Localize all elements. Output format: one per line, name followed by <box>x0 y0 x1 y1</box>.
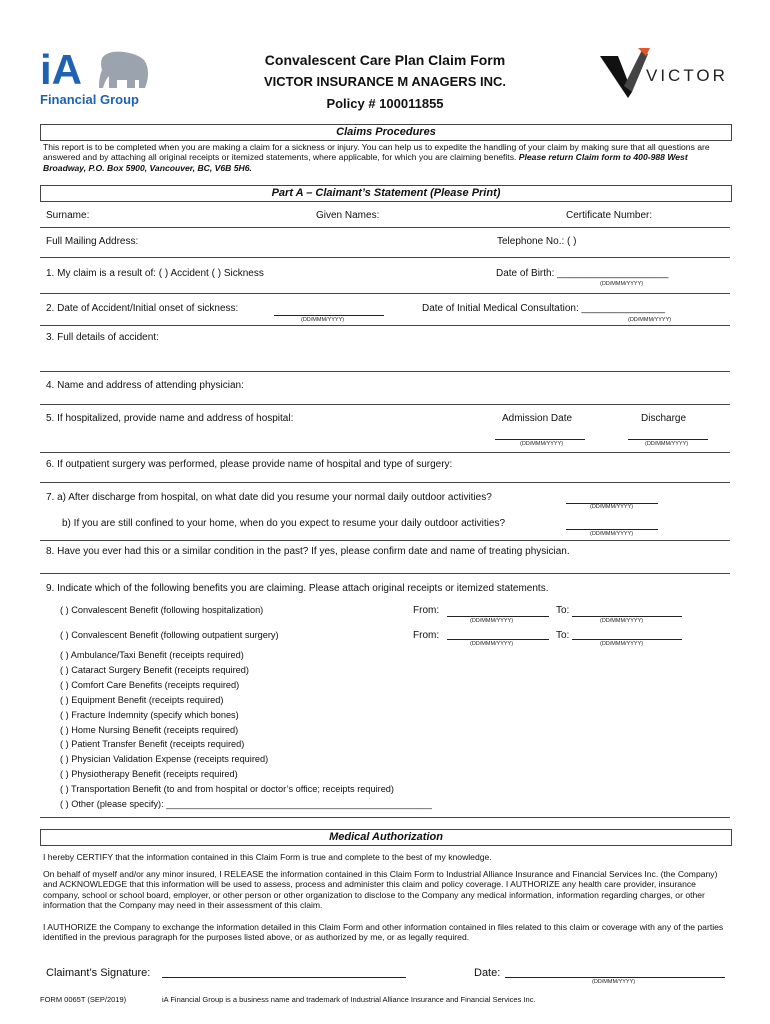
dob-date-format: (DD/MMM/YYYY) <box>600 281 644 287</box>
q9-benefits: 9. Indicate which of the following benefits you are claiming. Please attach original receipts or itemized statements. <box>46 583 549 594</box>
q5-hospital: 5. If hospitalized, provide name and address of hospital: <box>46 413 294 424</box>
from-line <box>447 616 549 617</box>
from-date-format: (DD/MMM/YYYY) <box>470 641 514 647</box>
benefit-item: ( ) Other (please specify): ____________________________________________________ <box>60 799 432 809</box>
claims-return-address: Please return Claim form to 400-988 West Broadway, P.O. Box 5900, Vancouver, BC, V6B 5H6. <box>43 152 688 173</box>
initial-consultation-label: Date of Initial Medical Consultation: _______________ <box>422 303 665 314</box>
form-title: Convalescent Care Plan Claim Form <box>264 52 506 68</box>
divider <box>40 404 730 405</box>
benefit-item: ( ) Fracture Indemnity (specify which bones) <box>60 710 239 720</box>
q2-accident-date: 2. Date of Accident/Initial onset of sickness: <box>46 303 239 314</box>
authorize-paragraph: I AUTHORIZE the Company to exchange the information detailed in this Claim Form and other information contained in files related to this claim or coverage with any of the parties identified in the previous paragraph for the purposes listed above, or as authorized by me, or as legally required. <box>43 922 724 943</box>
benefit-item: ( ) Equipment Benefit (receipts required) <box>60 695 224 705</box>
consultation-date-format: (DD/MMM/YYYY) <box>628 317 672 323</box>
convalescent-outpatient-item: ( ) Convalescent Benefit (following outpatient surgery) <box>60 630 279 640</box>
admission-date-label: Admission Date <box>502 413 573 424</box>
certify-paragraph: I hereby CERTIFY that the information contained in this Claim Form is true and complete to the best of my knowledge. <box>43 852 492 862</box>
divider <box>40 257 730 258</box>
to-label: To: <box>556 630 570 641</box>
claims-procedures-body: This report is to be completed when you are making a claim for a sickness or injury. You can help us to expedite the handling of your claim by making sure that all questions are answered and by attaching all original receipts or itemized statements, where applicable, for which you are claiming benefits. <box>43 142 710 163</box>
to-date-format: (DD/MMM/YYYY) <box>600 641 644 647</box>
mailing-address-label: Full Mailing Address: <box>46 236 139 247</box>
divider <box>40 817 730 818</box>
from-line <box>447 639 549 640</box>
date-of-birth-label: Date of Birth: ____________________ <box>496 268 669 279</box>
to-line <box>572 639 682 640</box>
trademark-notice: iA Financial Group is a business name and trademark of Industrial Alliance Insurance and Financial Services Inc. <box>162 995 536 1004</box>
divider <box>40 325 730 326</box>
victor-logo-text: VICTOR <box>646 66 728 85</box>
discharge-date-line <box>628 439 708 440</box>
benefit-item: ( ) Physiotherapy Benefit (receipts required) <box>60 769 238 779</box>
signature-date-line <box>505 977 725 978</box>
divider <box>40 371 730 372</box>
q1-claim-result: 1. My claim is a result of: ( ) Accident ( ) Sickness <box>46 268 264 279</box>
benefit-item: ( ) Home Nursing Benefit (receipts required) <box>60 725 239 735</box>
q4-physician: 4. Name and address of attending physician: <box>46 380 244 391</box>
claims-procedures-text <box>43 142 725 173</box>
given-names-label: Given Names: <box>316 210 380 221</box>
claims-procedures-heading: Claims Procedures <box>40 124 732 141</box>
benefit-item: ( ) Comfort Care Benefits (receipts required) <box>60 680 240 690</box>
surname-label: Surname: <box>46 210 90 221</box>
to-date-format: (DD/MMM/YYYY) <box>600 618 644 624</box>
signature-date-format: (DD/MMM/YYYY) <box>592 979 636 985</box>
divider <box>40 540 730 541</box>
convalescent-hospitalization-item: ( ) Convalescent Benefit (following hospitalization) <box>60 605 264 615</box>
divider <box>40 482 730 483</box>
from-label: From: <box>413 605 440 616</box>
discharge-date-format: (DD/MMM/YYYY) <box>645 441 689 447</box>
telephone-label: Telephone No.: ( ) <box>497 236 577 247</box>
form-number: FORM 0065T (SEP/2019) <box>40 995 127 1004</box>
company-name: VICTOR INSURANCE M ANAGERS INC. <box>264 74 506 89</box>
q8-prior-condition: 8. Have you ever had this or a similar condition in the past? If yes, please confirm date and name of treating physician. <box>46 546 570 557</box>
divider <box>40 452 730 453</box>
benefit-item: ( ) Ambulance/Taxi Benefit (receipts required) <box>60 650 244 660</box>
accident-date-format: (DD/MMM/YYYY) <box>301 317 345 323</box>
svg-text:iA: iA <box>40 46 82 93</box>
part-a-heading: Part A – Claimant’s Statement (Please Print) <box>40 185 732 202</box>
admission-date-line <box>495 439 585 440</box>
q7b-date-format: (DD/MMM/YYYY) <box>590 531 634 537</box>
to-label: To: <box>556 605 570 616</box>
q7a-date-format: (DD/MMM/YYYY) <box>590 504 634 510</box>
from-label: From: <box>413 630 440 641</box>
discharge-label: Discharge <box>641 413 687 424</box>
claimant-signature-label: Claimant’s Signature: <box>46 967 151 979</box>
q3-accident-details: 3. Full details of accident: <box>46 332 159 343</box>
victor-logo <box>598 48 728 104</box>
divider <box>40 573 730 574</box>
ia-logo-subtitle: Financial Group <box>40 92 139 107</box>
divider <box>40 293 730 294</box>
benefit-item: ( ) Transportation Benefit (to and from hospital or doctor’s office; receipts required) <box>60 784 394 794</box>
policy-number: Policy # 100011855 <box>326 96 444 111</box>
q7a-resume-date: 7. a) After discharge from hospital, on what date did you resume your normal daily outdoor activities? <box>46 492 492 503</box>
q7b-expected-resume: b) If you are still confined to your home, when do you expect to resume your daily outdoor activities? <box>62 518 506 529</box>
benefit-item: ( ) Cataract Surgery Benefit (receipts required) <box>60 665 249 675</box>
release-paragraph: On behalf of myself and/or any minor insured, I RELEASE the information contained in this Claim Form to Industrial Alliance Insurance and Financial Services Inc. (the Company) and ACKNOWLEDGE that this information will be used to assess, process and administer this claim and policy coverage. I AUTHORIZE any health care provider, insurance company, school or school board, employer, or other person or other organization to disclose to the Company any medical information, information regarding charges, or other information that the Company may need in their assessment of this claim. <box>43 869 718 911</box>
signature-date-label: Date: <box>474 967 501 979</box>
certificate-number-label: Certificate Number: <box>566 210 653 221</box>
admission-date-format: (DD/MMM/YYYY) <box>520 441 564 447</box>
divider <box>40 227 730 228</box>
benefit-item: ( ) Physician Validation Expense (receipts required) <box>60 754 269 764</box>
signature-line <box>162 977 406 978</box>
benefit-item: ( ) Patient Transfer Benefit (receipts required) <box>60 739 245 749</box>
accident-date-line <box>274 315 384 316</box>
q6-outpatient-surgery: 6. If outpatient surgery was performed, please provide name of hospital and type of surgery: <box>46 459 453 470</box>
to-line <box>572 616 682 617</box>
medical-authorization-heading: Medical Authorization <box>40 829 732 846</box>
from-date-format: (DD/MMM/YYYY) <box>470 618 514 624</box>
q7b-date-line <box>566 529 658 530</box>
